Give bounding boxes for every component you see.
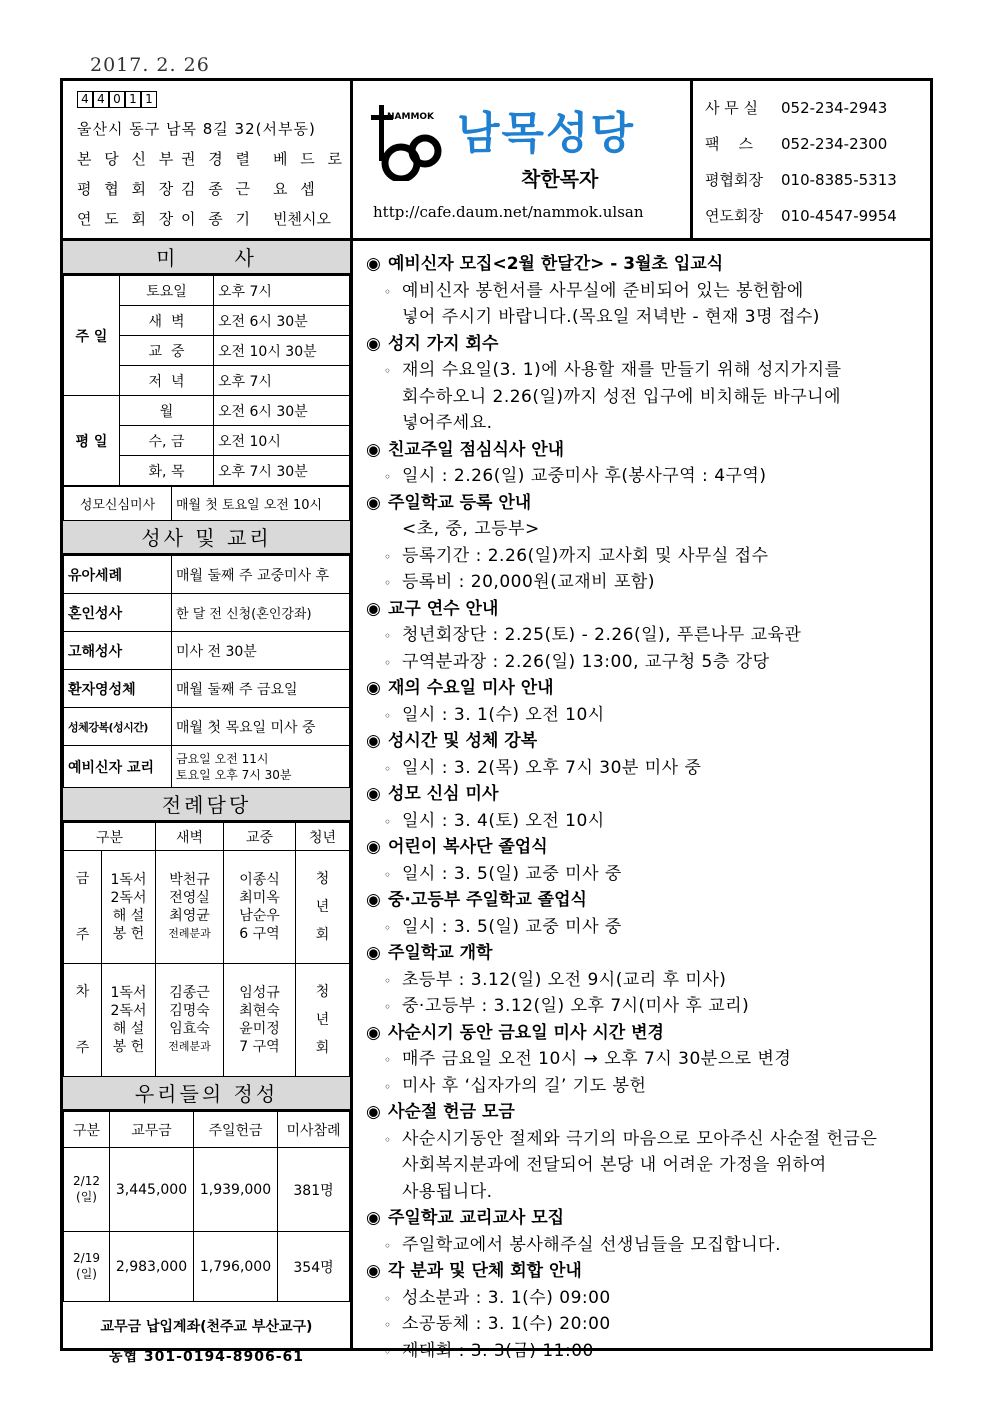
notice-line: 넣어 주시기 바랍니다.(목요일 저녁반 - 현재 3명 접수) xyxy=(402,307,820,327)
notice-line: ◦ 등록기간 : 2.26(일)까지 교사회 및 사무실 접수 xyxy=(366,543,930,570)
notice-line: ◦ 청년회장단 : 2.25(토) - 2.26(일), 푸른나무 교육관 xyxy=(366,622,930,649)
line-bullet-icon: ◦ xyxy=(384,1132,392,1147)
zip-digit: 4 xyxy=(93,91,109,108)
notice-title: ◉ 교구 연수 안내 xyxy=(366,596,930,623)
notice-title: ◉ 각 분과 및 단체 회합 안내 xyxy=(366,1258,930,1285)
line-bullet-icon: ◦ xyxy=(384,1238,392,1253)
header-contacts xyxy=(693,81,930,238)
zip-code xyxy=(77,91,350,108)
contact-row: 연도회장 010-4547-9954 xyxy=(705,207,897,225)
notice-bullet-icon: ◉ xyxy=(366,837,381,857)
notice-line: ◦ 일시 : 2.26(일) 교중미사 후(봉사구역 : 4구역) xyxy=(366,463,930,490)
notice-title: ◉ 예비신자 모집<2월 한달간> - 3월초 입교식 xyxy=(366,251,930,278)
account-box xyxy=(63,1302,350,1372)
notice-bullet-icon: ◉ xyxy=(366,1261,381,1281)
notice-title: ◉ 주일학교 교리교사 모집 xyxy=(366,1205,930,1232)
notice-title: ◉ 사순시기 동안 금요일 미사 시간 변경 xyxy=(366,1020,930,1047)
offering-title: 우리들의 정성 xyxy=(63,1077,350,1111)
notice-title: ◉ 사순절 헌금 모금 xyxy=(366,1099,930,1126)
notice-line: 사용됩니다. xyxy=(402,1181,493,1202)
contact-row: 평협회장 010-8385-5313 xyxy=(705,171,897,189)
address: 울산시 동구 남목 8길 32(서부동) xyxy=(77,120,316,138)
line-bullet-icon: ◦ xyxy=(384,1291,392,1306)
bulletin-date: 2017. 2. 26 xyxy=(90,54,210,76)
notice-line: ◦ 주일학교에서 봉사해주실 선생님들을 모집합니다. xyxy=(366,1232,930,1259)
line-bullet-icon: ◦ xyxy=(384,284,392,299)
account-number: 농협 301-0194-8906-61 xyxy=(109,1349,304,1365)
zip-digit: 0 xyxy=(109,91,125,108)
line-bullet-icon: ◦ xyxy=(384,814,392,829)
notice-title: ◉ 성지 가지 회수 xyxy=(366,331,930,358)
notice-title: ◉ 재의 수요일 미사 안내 xyxy=(366,675,930,702)
notice-line: ◦ 성소분과 : 3. 1(수) 09:00 xyxy=(366,1285,930,1312)
notice-title: ◉ 성시간 및 성체 강복 xyxy=(366,728,930,755)
church-logo-icon xyxy=(371,103,443,181)
marian-mass-table: 성모신심미사 매월 첫 토요일 오전 10시 xyxy=(63,486,350,521)
notice-line: ◦ 미사 후 ‘십자가의 길’ 기도 봉헌 xyxy=(366,1073,930,1100)
notice-bullet-icon: ◉ xyxy=(366,598,381,619)
notice-bullet-icon: ◉ xyxy=(366,678,381,698)
notice-line: ◦ 구역분과장 : 2.26(일) 13:00, 교구청 5층 강당 xyxy=(366,649,930,676)
notice-bullet-icon: ◉ xyxy=(366,943,381,963)
notice-line: ◦ 일시 : 3. 1(수) 오전 10시 xyxy=(366,702,930,729)
notice-title: ◉ 친교주일 점심식사 안내 xyxy=(366,437,930,464)
line-bullet-icon: ◦ xyxy=(384,470,392,484)
notice-line: ◦ 일시 : 3. 4(토) 오전 10시 xyxy=(366,808,930,835)
notice-title: ◉ 주일학교 개학 xyxy=(366,940,930,967)
line-bullet-icon: ◦ xyxy=(384,1344,392,1359)
mass-title: 미 사 xyxy=(63,241,350,275)
line-bullet-icon: ◦ xyxy=(384,1318,392,1332)
notice-bullet-icon: ◉ xyxy=(366,439,381,460)
line-bullet-icon: ◦ xyxy=(384,655,392,670)
notice-line: 사회복지분과에 전달되어 본당 내 어려운 가정을 위하여 xyxy=(402,1155,827,1175)
notice-line: ◦ 제대회 : 3. 3(금) 11:00 xyxy=(366,1338,930,1365)
notice-line: ◦ 일시 : 3. 5(일) 교중 미사 중 xyxy=(366,914,930,941)
notices-column xyxy=(356,241,930,1361)
notice-bullet-icon: ◉ xyxy=(366,1208,381,1228)
sacraments-title: 성사 및 교리 xyxy=(63,521,350,555)
notice-line: ◦ 재의 수요일(3. 1)에 사용할 재를 만들기 위해 성지가지를 xyxy=(366,357,930,384)
contact-row: 팩 스 052-234-2300 xyxy=(705,135,888,153)
liturgy-table: 구분 새벽 교중 청년 금 주 1독서 2독서 해 설 봉 헌 박천규 전영실 최영균 전례분과 이종식 최미옥 남순우 6 구역 청 년 회 차 주 1독서 2독서 해 설 봉 헌 김종근 김명숙 임효숙 전례분과 임성규 최현숙 윤미정 7 구역 청 년 회 xyxy=(63,822,350,1077)
left-column xyxy=(63,241,353,1365)
staff-row: 평 협 회 장 김 종 근 요 셉 xyxy=(77,180,319,198)
notice-bullet-icon: ◉ xyxy=(366,333,381,354)
line-bullet-icon: ◦ xyxy=(384,1053,392,1067)
mass-table: 주 일 토요일 오후 7시 새 벽 오전 6시 30분 교 중 오전 10시 30분 저 녁 오후 7시 평 일 월 오전 6시 30분 수, 금 오전 10시 화, 목 오후 7시 30분 xyxy=(63,275,350,486)
notice-title: ◉ 주일학교 등록 안내 xyxy=(366,490,930,517)
notice-line: ◦ 중·고등부 : 3.12(일) 오후 7시(미사 후 교리) xyxy=(366,993,930,1020)
header xyxy=(63,81,930,241)
notice-bullet-icon: ◉ xyxy=(366,784,381,804)
notice-bullet-icon: ◉ xyxy=(366,1102,381,1122)
offering-table: 구분 교무금 주일헌금 미사참례 2/12 (일) 3,445,000 1,939,000 381명 2/19 (일) 2,983,000 1,796,000 354명 xyxy=(63,1111,350,1302)
cafe-link[interactable]: http://cafe.daum.net/nammok.ulsan xyxy=(373,203,644,221)
notice-bullet-icon: ◉ xyxy=(366,890,381,910)
notice-line: ◦ 등록비 : 20,000원(교재비 포함) xyxy=(366,569,930,596)
notice-line: ◦ 사순시기동안 절제와 극기의 마음으로 모아주신 사순절 헌금은 xyxy=(366,1126,930,1153)
notice-title: ◉ 어린이 복사단 졸업식 xyxy=(366,834,930,861)
notice-bullet-icon: ◉ xyxy=(366,1022,381,1043)
notice-line: ◦ 일시 : 3. 2(목) 오후 7시 30분 미사 중 xyxy=(366,755,930,782)
line-bullet-icon: ◦ xyxy=(384,708,392,723)
notice-line: ◦ 일시 : 3. 5(일) 교중 미사 중 xyxy=(366,861,930,888)
contact-row: 사 무 실 052-234-2943 xyxy=(705,99,888,117)
line-bullet-icon: ◦ xyxy=(384,973,392,988)
notice-title: ◉ 성모 신심 미사 xyxy=(366,781,930,808)
church-name: 남목성당 xyxy=(457,108,636,159)
notice-line: 넣어주세요. xyxy=(402,413,493,433)
line-bullet-icon: ◦ xyxy=(384,364,392,378)
notice-line: ◦ 초등부 : 3.12(일) 오전 9시(교리 후 미사) xyxy=(366,967,930,994)
header-info xyxy=(63,81,353,238)
line-bullet-icon: ◦ xyxy=(384,761,392,776)
account-title: 교무금 납입계좌(천주교 부산교구) xyxy=(100,1319,313,1335)
notice-line: ◦ 예비신자 봉헌서를 사무실에 준비되어 있는 봉헌함에 xyxy=(366,278,930,305)
staff-row: 본 당 신 부 권 경 렬 베 드 로 xyxy=(77,150,347,168)
notice-line: 회수하오니 2.26(일)까지 성전 입구에 비치해둔 바구니에 xyxy=(402,386,841,407)
bulletin-frame xyxy=(60,78,933,1365)
notice-bullet-icon: ◉ xyxy=(366,254,381,274)
slogan: 착한목자 xyxy=(521,167,599,191)
sacraments-table: 유아세례 매월 둘째 주 교중미사 후 혼인성사 한 달 전 신청(혼인강좌) 고해성사 미사 전 30분 환자영성체 매월 둘째 주 금요일 성체강복(성시간) 매월 첫 목요일 미사 중 예비신자 교리 금요일 오전 11시 토요일 오후 7시 30분 xyxy=(63,555,350,788)
notice-line: <초, 중, 고등부> xyxy=(402,519,540,539)
zip-digit: 1 xyxy=(141,91,157,108)
sunday-label: 주 일 xyxy=(64,276,120,396)
line-bullet-icon: ◦ xyxy=(384,629,392,643)
notice-title: ◉ 중·고등부 주일학교 졸업식 xyxy=(366,887,930,914)
line-bullet-icon: ◦ xyxy=(384,1000,392,1014)
notice-line: ◦ 매주 금요일 오전 10시 → 오후 7시 30분으로 변경 xyxy=(366,1046,930,1073)
logo-text: NAMMOK xyxy=(387,112,435,122)
line-bullet-icon: ◦ xyxy=(384,920,392,935)
notice-bullet-icon: ◉ xyxy=(366,731,381,751)
line-bullet-icon: ◦ xyxy=(384,576,392,590)
line-bullet-icon: ◦ xyxy=(384,867,392,882)
staff-row: 연 도 회 장 이 종 기 빈첸시오 xyxy=(77,210,331,228)
notice-bullet-icon: ◉ xyxy=(366,492,381,513)
header-brand xyxy=(353,81,693,238)
line-bullet-icon: ◦ xyxy=(384,549,392,564)
zip-digit: 4 xyxy=(77,91,93,108)
liturgy-title: 전례담당 xyxy=(63,788,350,822)
line-bullet-icon: ◦ xyxy=(384,1079,392,1094)
zip-digit: 1 xyxy=(125,91,141,108)
notice-line: ◦ 소공동체 : 3. 1(수) 20:00 xyxy=(366,1311,930,1338)
weekday-label: 평 일 xyxy=(64,396,120,486)
